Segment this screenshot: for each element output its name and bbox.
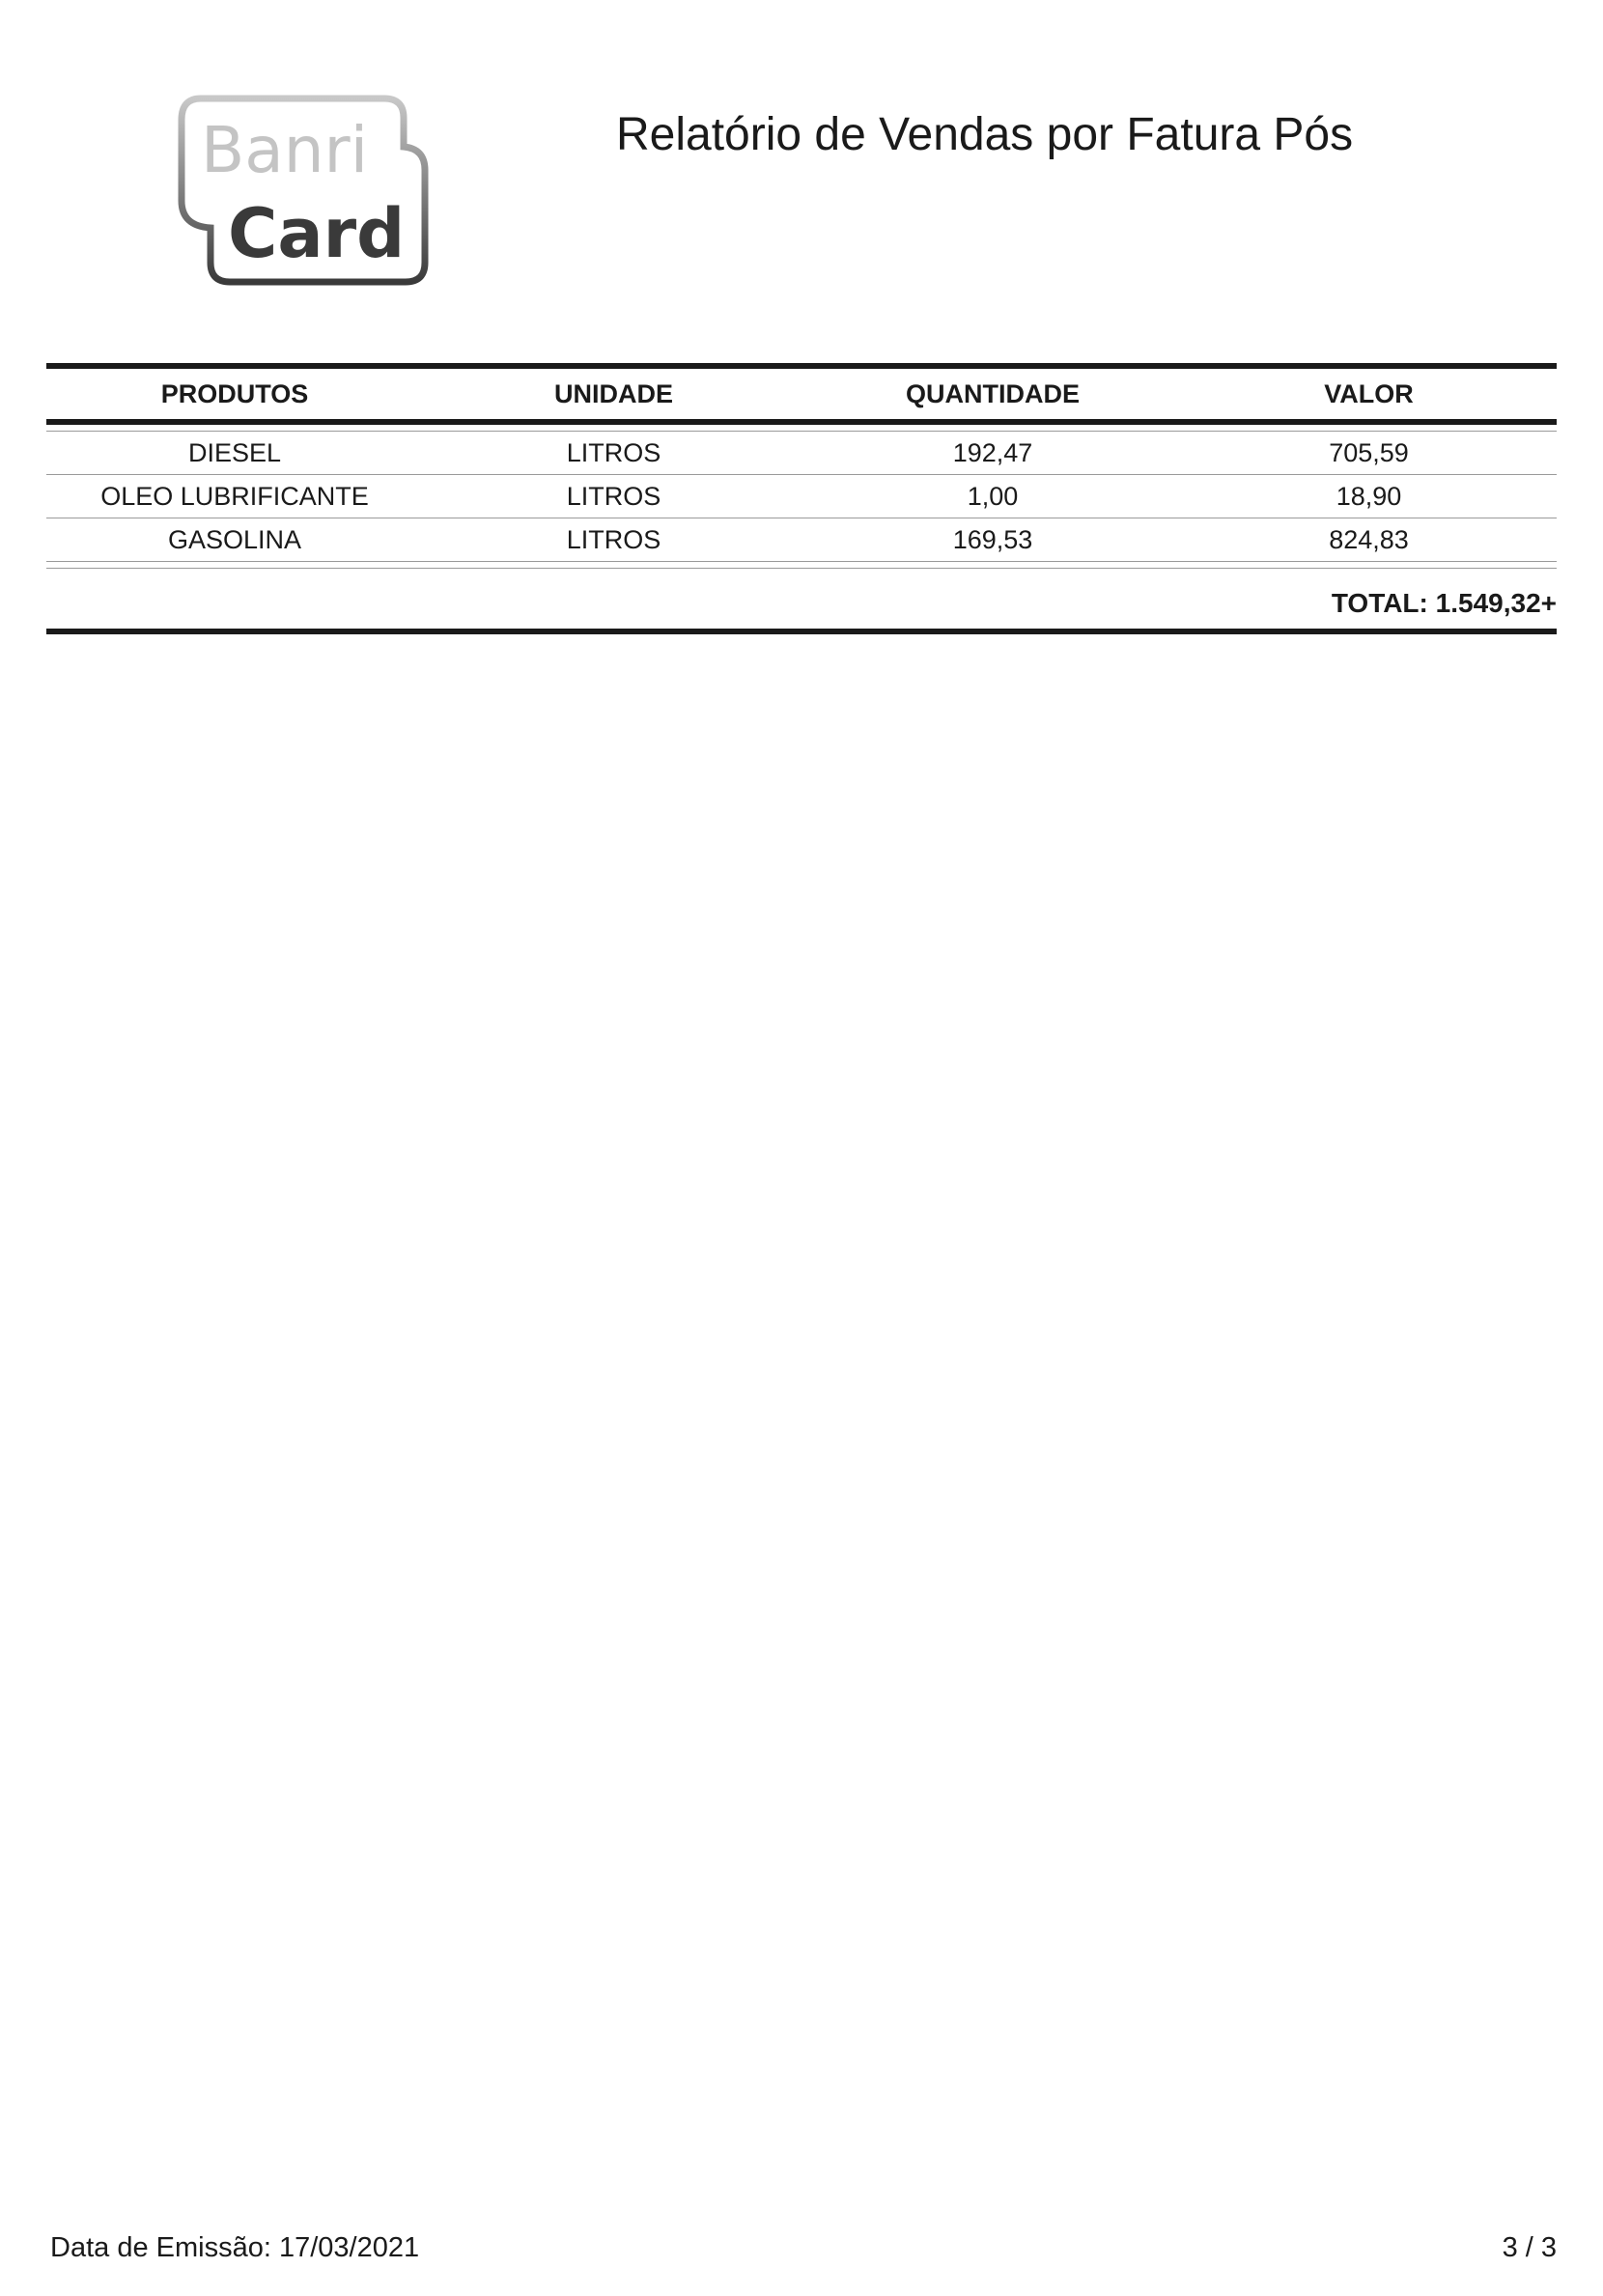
cell-quantidade: 192,47 <box>952 437 1033 467</box>
row-divider <box>46 568 1557 569</box>
header-produtos: PRODUTOS <box>160 378 309 408</box>
table-bottom-rule <box>46 629 1557 634</box>
report-title: Relatório de Vendas por Fatura Pós <box>616 109 1354 160</box>
total-row <box>46 578 1557 629</box>
cell-produto: DIESEL <box>187 437 282 467</box>
table-row <box>46 518 1557 561</box>
header-unidade: UNIDADE <box>553 378 673 408</box>
cell-produto: OLEO LUBRIFICANTE <box>100 481 369 511</box>
total-value: TOTAL: 1.549,32+ <box>1331 588 1557 618</box>
cell-quantidade: 1,00 <box>967 481 1019 511</box>
header-valor: VALOR <box>1324 378 1414 408</box>
issue-date: Data de Emissão: 17/03/2021 <box>50 2232 420 2263</box>
header-bottom-rule <box>46 419 1557 425</box>
cell-valor: 18,90 <box>1336 481 1402 511</box>
cell-quantidade: 169,53 <box>952 524 1033 554</box>
table-row <box>46 475 1557 518</box>
cell-unidade: LITROS <box>566 481 661 511</box>
logo-text-banri: Banri <box>201 113 369 187</box>
cell-unidade: LITROS <box>566 524 661 554</box>
page-number: 3 / 3 <box>1502 2232 1557 2263</box>
header-quantidade: QUANTIDADE <box>906 378 1080 408</box>
row-divider <box>46 561 1557 562</box>
cell-valor: 705,59 <box>1329 437 1409 467</box>
cell-produto: GASOLINA <box>167 524 302 554</box>
logo-text-card: Card <box>228 194 406 273</box>
sales-table <box>46 363 1557 634</box>
cell-unidade: LITROS <box>566 437 661 467</box>
cell-valor: 824,83 <box>1329 524 1409 554</box>
table-header-row <box>46 369 1557 419</box>
table-row <box>46 432 1557 474</box>
banricard-logo <box>174 93 430 286</box>
